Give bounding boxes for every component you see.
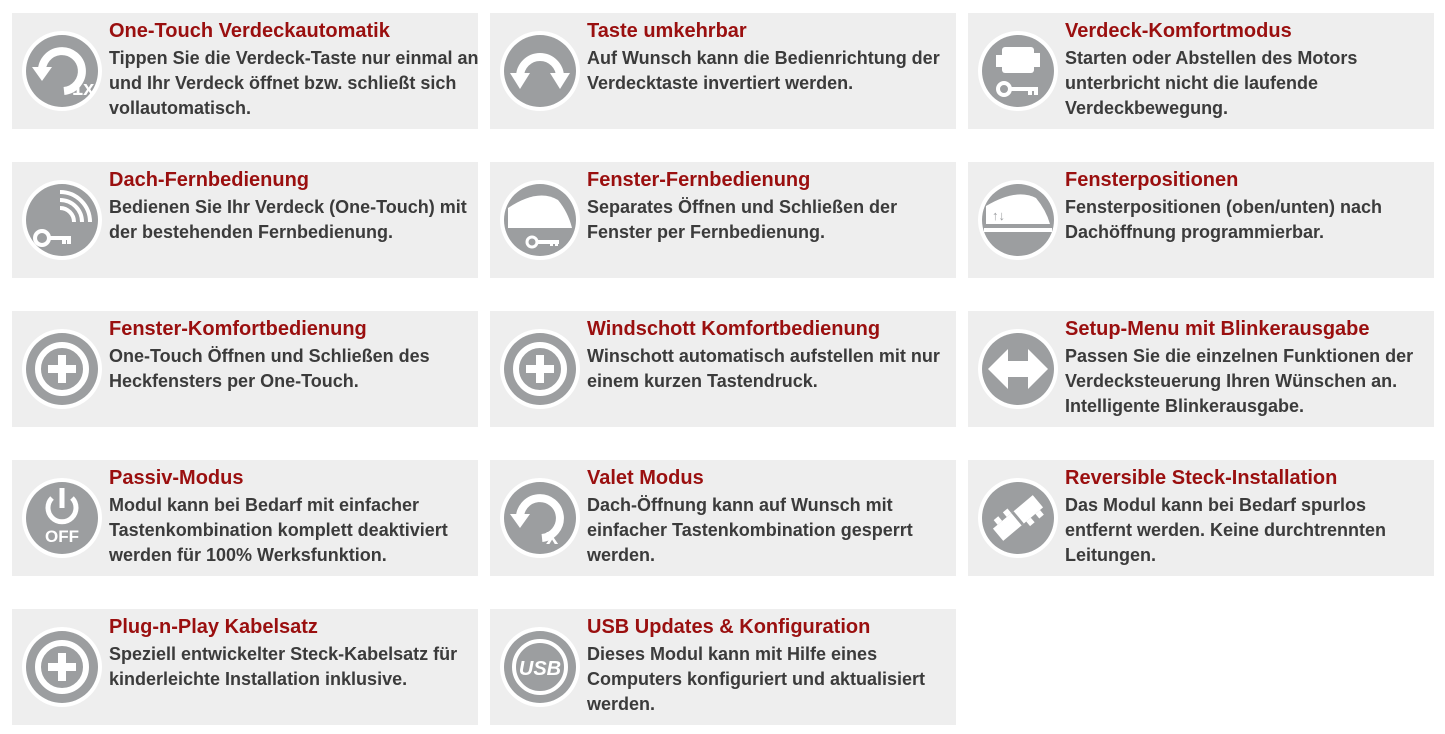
feature-card-reversible-installation <box>968 460 1434 576</box>
feature-card-plug-n-play <box>12 609 478 725</box>
feature-card-fensterpositionen <box>968 162 1434 278</box>
feature-card-one-touch <box>12 13 478 129</box>
svg-text:↑↓: ↑↓ <box>992 208 1005 223</box>
feature-title: Fenster-Fernbedienung <box>587 169 811 191</box>
feature-description: Das Modul kann bei Bedarf spurlos entfernt werden. Keine durchtrennten Leitungen. <box>1065 495 1387 565</box>
feature-card-setup-menu <box>968 311 1434 427</box>
feature-card-usb-updates <box>490 609 956 725</box>
engine-key-icon <box>976 29 1060 113</box>
usb-label: USB <box>518 658 562 680</box>
plus-circle-icon <box>20 625 104 709</box>
feature-title: Passiv-Modus <box>109 467 244 489</box>
feature-title: Valet Modus <box>587 467 704 489</box>
blinker-arrows-icon <box>976 327 1060 411</box>
feature-title: Plug-n-Play Kabelsatz <box>109 616 318 638</box>
usb-icon <box>498 625 582 709</box>
feature-description: Separates Öffnen und Schließen der Fenster per Fernbedienung. <box>587 197 898 242</box>
plus-circle-icon <box>498 327 582 411</box>
feature-card-windschott <box>490 311 956 427</box>
feature-title: USB Updates & Konfiguration <box>587 616 871 638</box>
feature-description: Modul kann bei Bedarf mit einfacher Tastenkombination komplett deaktiviert werden für 100% Werksfunktion. <box>109 495 448 565</box>
feature-title: Taste umkehrbar <box>587 20 747 42</box>
power-off-icon <box>20 476 104 560</box>
feature-title: Verdeck-Komfortmodus <box>1065 20 1292 42</box>
feature-description: Winschott automatisch aufstellen mit nur einem kurzen Tastendruck. <box>587 346 940 391</box>
feature-card-passiv-modus <box>12 460 478 576</box>
feature-title: Windschott Komfortbedienung <box>587 318 881 340</box>
one-touch-rotate-1x-icon <box>20 29 104 113</box>
window-key-icon <box>498 178 582 262</box>
feature-title: Reversible Steck-Installation <box>1065 467 1338 489</box>
feature-description: Speziell entwickelter Steck-Kabelsatz für kinderleichte Installation inklusive. <box>109 644 458 689</box>
feature-card-fenster-fernbedienung <box>490 162 956 278</box>
feature-card-taste-umkehrbar <box>490 13 956 129</box>
window-updown-icon <box>976 178 1060 262</box>
svg-text:1x: 1x <box>72 78 95 100</box>
feature-description: Bedienen Sie Ihr Verdeck (One-Touch) mit der bestehenden Fernbedienung. <box>109 197 467 242</box>
feature-description: Auf Wunsch kann die Bedienrichtung der Verdecktaste invertiert werden. <box>587 48 940 93</box>
svg-text:x: x <box>546 524 559 549</box>
feature-description: Dach-Öffnung kann auf Wunsch mit einfacher Tastenkombination gesperrt werden. <box>587 495 913 565</box>
feature-title: Fensterpositionen <box>1065 169 1239 191</box>
feature-card-dach-fernbedienung <box>12 162 478 278</box>
off-label: OFF <box>45 527 79 546</box>
feature-description: Tippen Sie die Verdeck-Taste nur einmal an und Ihr Verdeck öffnet bzw. schließt sich vollautomatisch. <box>109 48 479 118</box>
rotate-x-icon <box>498 476 582 560</box>
feature-card-fenster-komfortbedienung <box>12 311 478 427</box>
feature-title: Setup-Menu mit Blinkerausgabe <box>1065 318 1370 340</box>
connector-plug-icon <box>976 476 1060 560</box>
plus-circle-icon <box>20 327 104 411</box>
feature-description: Dieses Modul kann mit Hilfe eines Computers konfiguriert und aktualisiert werden. <box>587 644 926 714</box>
feature-description: Passen Sie die einzelnen Funktionen der Verdecksteuerung Ihren Wünschen an. Intelligente Blinkerausgabe. <box>1065 346 1414 416</box>
feature-title: One-Touch Verdeckautomatik <box>109 20 390 42</box>
remote-key-signal-icon <box>20 178 104 262</box>
feature-title: Dach-Fernbedienung <box>109 169 310 191</box>
feature-description: One-Touch Öffnen und Schließen des Heckfensters per One-Touch. <box>109 346 430 391</box>
feature-title: Fenster-Komfortbedienung <box>109 318 367 340</box>
feature-card-verdeck-komfortmodus <box>968 13 1434 129</box>
feature-description: Starten oder Abstellen des Motors unterbricht nicht die laufende Verdeckbewegung. <box>1065 48 1358 118</box>
feature-card-valet-modus <box>490 460 956 576</box>
feature-description: Fensterpositionen (oben/unten) nach Dachöffnung programmierbar. <box>1065 197 1383 242</box>
reverse-arrow-icon <box>498 29 582 113</box>
